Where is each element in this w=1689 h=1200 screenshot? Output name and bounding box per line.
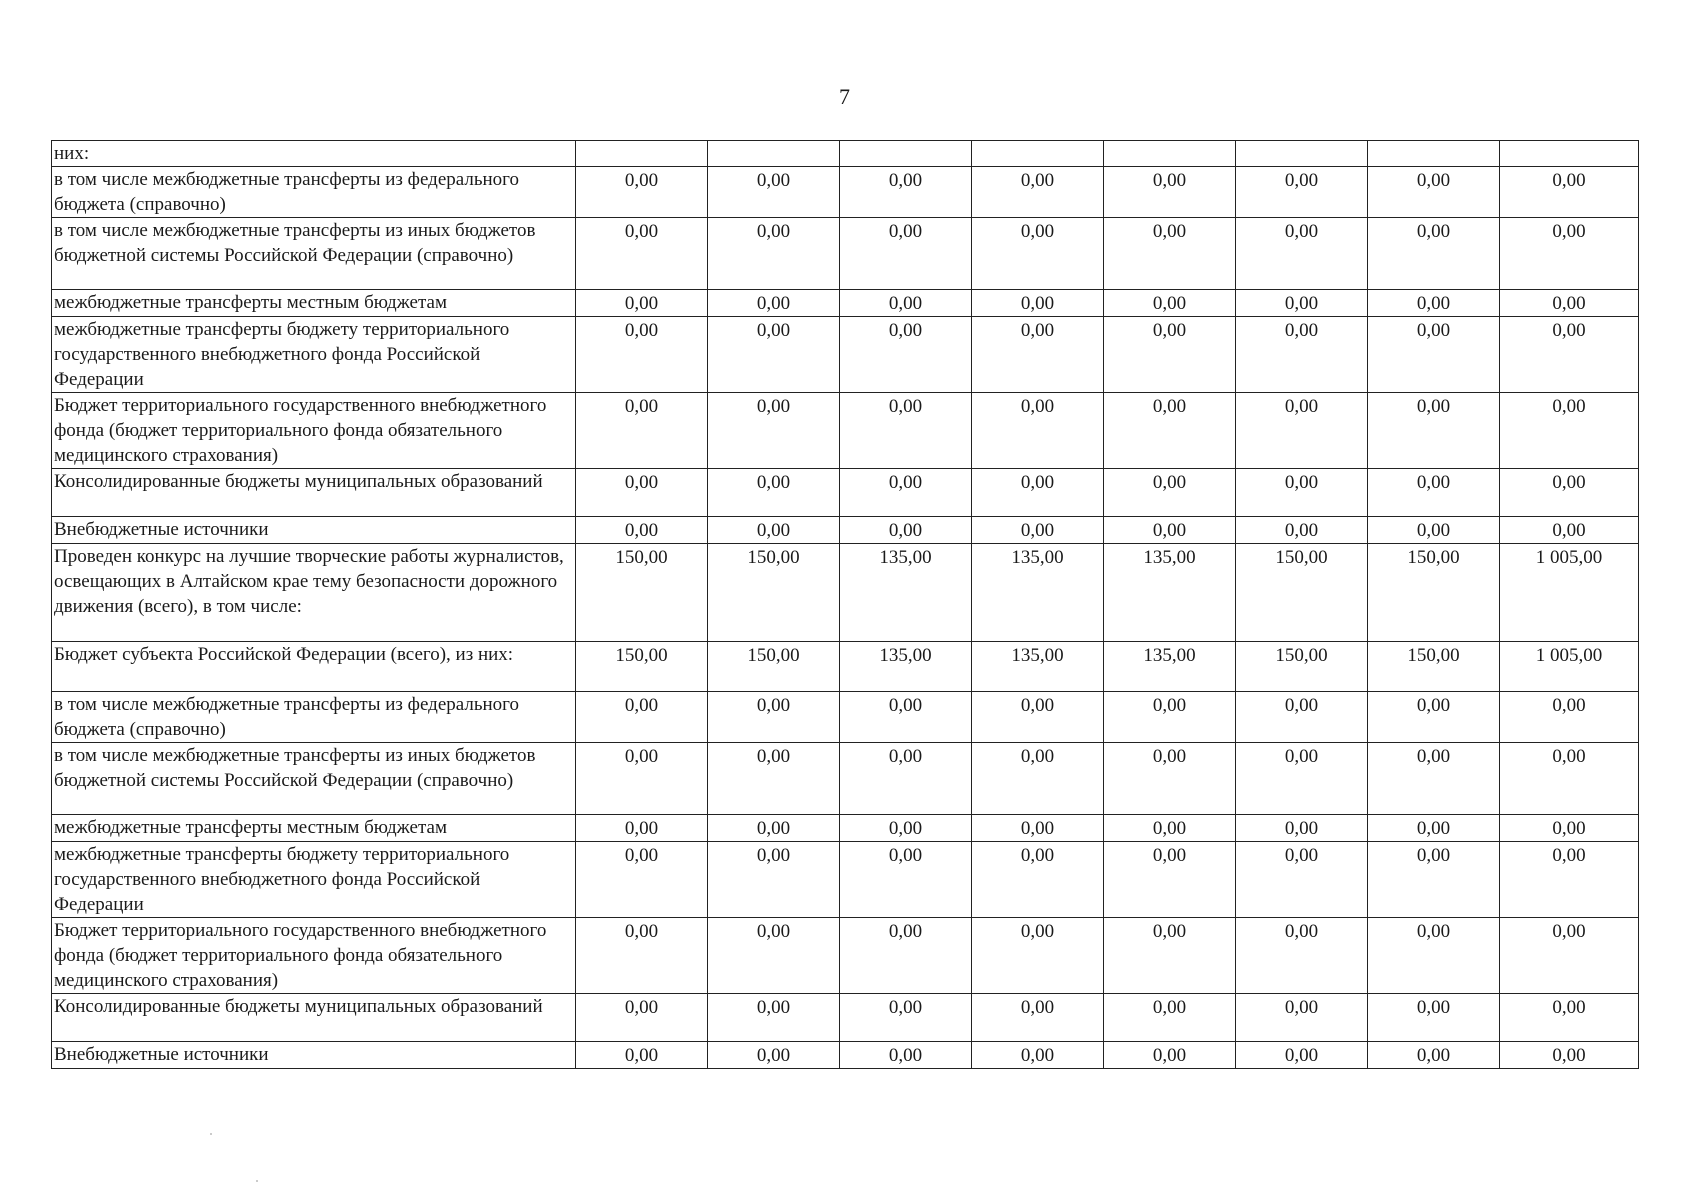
- row-label: Бюджет субъекта Российской Федерации (всего), из них:: [52, 642, 576, 692]
- value-cell: 0,00: [1368, 1042, 1500, 1069]
- value-cell: 0,00: [1500, 842, 1639, 918]
- value-cell: 0,00: [1500, 994, 1639, 1042]
- table-row: [52, 469, 1639, 517]
- value-cell: 135,00: [972, 642, 1104, 692]
- value-cell: 0,00: [576, 918, 708, 994]
- value-cell: 0,00: [708, 994, 840, 1042]
- value-cell: 0,00: [840, 994, 972, 1042]
- value-cell: 0,00: [1104, 290, 1236, 317]
- value-cell: 0,00: [972, 842, 1104, 918]
- value-cell: 0,00: [1500, 317, 1639, 393]
- value-cell: 0,00: [1368, 918, 1500, 994]
- value-cell: 0,00: [576, 517, 708, 544]
- value-cell: 0,00: [840, 815, 972, 842]
- value-cell: 0,00: [576, 317, 708, 393]
- value-cell: 0,00: [1236, 815, 1368, 842]
- value-cell: 0,00: [1368, 815, 1500, 842]
- value-cell: 0,00: [972, 994, 1104, 1042]
- value-cell: 0,00: [840, 692, 972, 743]
- row-label: Консолидированные бюджеты муниципальных образований: [52, 994, 576, 1042]
- value-cell: 0,00: [1236, 743, 1368, 815]
- row-label: в том числе межбюджетные трансферты из федерального бюджета (справочно): [52, 692, 576, 743]
- value-cell: 0,00: [1104, 317, 1236, 393]
- value-cell: 0,00: [1104, 469, 1236, 517]
- value-cell: 0,00: [1500, 1042, 1639, 1069]
- value-cell: 0,00: [1104, 994, 1236, 1042]
- row-label: межбюджетные трансферты местным бюджетам: [52, 815, 576, 842]
- value-cell: 0,00: [576, 218, 708, 290]
- value-cell: 0,00: [576, 994, 708, 1042]
- value-cell: 0,00: [972, 290, 1104, 317]
- value-cell: 0,00: [1236, 842, 1368, 918]
- value-cell: 0,00: [972, 317, 1104, 393]
- value-cell: 0,00: [972, 815, 1104, 842]
- value-cell: [576, 141, 708, 167]
- table-row: [52, 141, 1639, 167]
- value-cell: 0,00: [708, 517, 840, 544]
- value-cell: [1368, 141, 1500, 167]
- value-cell: 0,00: [1236, 290, 1368, 317]
- value-cell: 0,00: [1500, 469, 1639, 517]
- row-label: в том числе межбюджетные трансферты из иных бюджетов бюджетной системы Российской Федерации (справочно): [52, 218, 576, 290]
- value-cell: 150,00: [708, 642, 840, 692]
- value-cell: 1 005,00: [1500, 544, 1639, 642]
- value-cell: [1236, 141, 1368, 167]
- value-cell: 0,00: [1104, 517, 1236, 544]
- value-cell: 135,00: [1104, 544, 1236, 642]
- value-cell: 0,00: [576, 743, 708, 815]
- row-label: Внебюджетные источники: [52, 1042, 576, 1069]
- table-row: [52, 743, 1639, 815]
- table-row: [52, 544, 1639, 642]
- value-cell: 0,00: [1236, 218, 1368, 290]
- value-cell: 0,00: [1236, 317, 1368, 393]
- value-cell: 0,00: [1104, 393, 1236, 469]
- table-row: [52, 842, 1639, 918]
- row-label: в том числе межбюджетные трансферты из иных бюджетов бюджетной системы Российской Федерации (справочно): [52, 743, 576, 815]
- table-row: [52, 1042, 1639, 1069]
- value-cell: 0,00: [1368, 290, 1500, 317]
- value-cell: 0,00: [708, 317, 840, 393]
- table-row: [52, 218, 1639, 290]
- value-cell: 0,00: [708, 692, 840, 743]
- value-cell: 0,00: [708, 1042, 840, 1069]
- value-cell: 0,00: [1236, 1042, 1368, 1069]
- row-label: Проведен конкурс на лучшие творческие работы журналистов, освещающих в Алтайском крае тему безопасности дорожного движения (всего), в том числе:: [52, 544, 576, 642]
- value-cell: 0,00: [972, 218, 1104, 290]
- value-cell: 0,00: [972, 393, 1104, 469]
- value-cell: 0,00: [1236, 517, 1368, 544]
- value-cell: 0,00: [1368, 842, 1500, 918]
- value-cell: 0,00: [1104, 692, 1236, 743]
- value-cell: 0,00: [1104, 218, 1236, 290]
- value-cell: 0,00: [1368, 317, 1500, 393]
- value-cell: 135,00: [840, 642, 972, 692]
- value-cell: 0,00: [972, 918, 1104, 994]
- value-cell: 0,00: [1368, 167, 1500, 218]
- value-cell: 0,00: [708, 393, 840, 469]
- value-cell: 150,00: [1368, 642, 1500, 692]
- value-cell: 0,00: [1500, 393, 1639, 469]
- value-cell: 0,00: [1500, 918, 1639, 994]
- value-cell: 0,00: [1368, 218, 1500, 290]
- value-cell: 0,00: [576, 167, 708, 218]
- value-cell: 1 005,00: [1500, 642, 1639, 692]
- value-cell: 0,00: [708, 842, 840, 918]
- value-cell: 0,00: [576, 290, 708, 317]
- value-cell: 0,00: [708, 918, 840, 994]
- value-cell: 0,00: [1500, 218, 1639, 290]
- value-cell: 0,00: [708, 469, 840, 517]
- value-cell: 150,00: [1368, 544, 1500, 642]
- value-cell: 0,00: [576, 393, 708, 469]
- value-cell: 0,00: [972, 743, 1104, 815]
- scan-speck: [210, 1133, 212, 1135]
- value-cell: 0,00: [708, 815, 840, 842]
- value-cell: 0,00: [708, 290, 840, 317]
- value-cell: 0,00: [840, 290, 972, 317]
- value-cell: 0,00: [1236, 469, 1368, 517]
- value-cell: 0,00: [1500, 815, 1639, 842]
- row-label: Бюджет территориального государственного внебюджетного фонда (бюджет территориального фонда обязательного медицинского страхования): [52, 393, 576, 469]
- value-cell: 0,00: [840, 167, 972, 218]
- value-cell: 0,00: [840, 842, 972, 918]
- value-cell: 0,00: [708, 167, 840, 218]
- value-cell: 135,00: [972, 544, 1104, 642]
- value-cell: [708, 141, 840, 167]
- row-label: Консолидированные бюджеты муниципальных образований: [52, 469, 576, 517]
- table-row: [52, 290, 1639, 317]
- value-cell: 0,00: [1104, 167, 1236, 218]
- value-cell: 0,00: [1236, 918, 1368, 994]
- value-cell: 0,00: [840, 469, 972, 517]
- value-cell: 0,00: [1368, 692, 1500, 743]
- value-cell: 0,00: [840, 517, 972, 544]
- value-cell: 0,00: [1368, 469, 1500, 517]
- value-cell: 0,00: [708, 218, 840, 290]
- value-cell: [1104, 141, 1236, 167]
- row-label: них:: [52, 141, 576, 167]
- table-row: [52, 642, 1639, 692]
- value-cell: 135,00: [1104, 642, 1236, 692]
- value-cell: 0,00: [1500, 517, 1639, 544]
- table-row: [52, 393, 1639, 469]
- table-row: [52, 317, 1639, 393]
- value-cell: 0,00: [576, 842, 708, 918]
- row-label: в том числе межбюджетные трансферты из федерального бюджета (справочно): [52, 167, 576, 218]
- row-label: межбюджетные трансферты местным бюджетам: [52, 290, 576, 317]
- value-cell: 0,00: [1368, 517, 1500, 544]
- table-row: [52, 692, 1639, 743]
- table-row: [52, 167, 1639, 218]
- value-cell: 0,00: [708, 743, 840, 815]
- value-cell: [1500, 141, 1639, 167]
- row-label: Внебюджетные источники: [52, 517, 576, 544]
- value-cell: 0,00: [972, 1042, 1104, 1069]
- value-cell: 150,00: [1236, 642, 1368, 692]
- table-row: [52, 918, 1639, 994]
- value-cell: 0,00: [576, 692, 708, 743]
- value-cell: 0,00: [1104, 1042, 1236, 1069]
- value-cell: 0,00: [840, 743, 972, 815]
- value-cell: 0,00: [1104, 918, 1236, 994]
- value-cell: 150,00: [708, 544, 840, 642]
- value-cell: 0,00: [972, 692, 1104, 743]
- value-cell: 0,00: [1236, 167, 1368, 218]
- value-cell: 0,00: [1368, 743, 1500, 815]
- row-label: межбюджетные трансферты бюджету территориального государственного внебюджетного фонда Российской Федерации: [52, 317, 576, 393]
- budget-table-body: [52, 141, 1639, 1069]
- value-cell: 0,00: [576, 1042, 708, 1069]
- value-cell: 0,00: [840, 393, 972, 469]
- value-cell: 150,00: [576, 642, 708, 692]
- value-cell: 135,00: [840, 544, 972, 642]
- value-cell: 0,00: [1500, 692, 1639, 743]
- value-cell: 0,00: [840, 218, 972, 290]
- value-cell: [840, 141, 972, 167]
- value-cell: 0,00: [1104, 815, 1236, 842]
- value-cell: 0,00: [840, 1042, 972, 1069]
- value-cell: 0,00: [576, 469, 708, 517]
- value-cell: 0,00: [840, 918, 972, 994]
- value-cell: 0,00: [1368, 393, 1500, 469]
- value-cell: 0,00: [576, 815, 708, 842]
- value-cell: 0,00: [972, 167, 1104, 218]
- value-cell: [972, 141, 1104, 167]
- value-cell: 0,00: [1500, 167, 1639, 218]
- row-label: Бюджет территориального государственного внебюджетного фонда (бюджет территориального фонда обязательного медицинского страхования): [52, 918, 576, 994]
- value-cell: 0,00: [1500, 743, 1639, 815]
- value-cell: 0,00: [1236, 692, 1368, 743]
- table-row: [52, 815, 1639, 842]
- value-cell: 0,00: [1236, 994, 1368, 1042]
- value-cell: 0,00: [1104, 842, 1236, 918]
- budget-table: [51, 140, 1639, 1069]
- value-cell: 0,00: [972, 469, 1104, 517]
- value-cell: 0,00: [840, 317, 972, 393]
- value-cell: 150,00: [1236, 544, 1368, 642]
- value-cell: 150,00: [576, 544, 708, 642]
- value-cell: 0,00: [1500, 290, 1639, 317]
- table-row: [52, 517, 1639, 544]
- value-cell: 0,00: [1104, 743, 1236, 815]
- value-cell: 0,00: [972, 517, 1104, 544]
- scan-speck: [256, 1180, 258, 1182]
- page-number: 7: [839, 84, 850, 109]
- value-cell: 0,00: [1368, 994, 1500, 1042]
- table-row: [52, 994, 1639, 1042]
- value-cell: 0,00: [1236, 393, 1368, 469]
- row-label: межбюджетные трансферты бюджету территориального государственного внебюджетного фонда Российской Федерации: [52, 842, 576, 918]
